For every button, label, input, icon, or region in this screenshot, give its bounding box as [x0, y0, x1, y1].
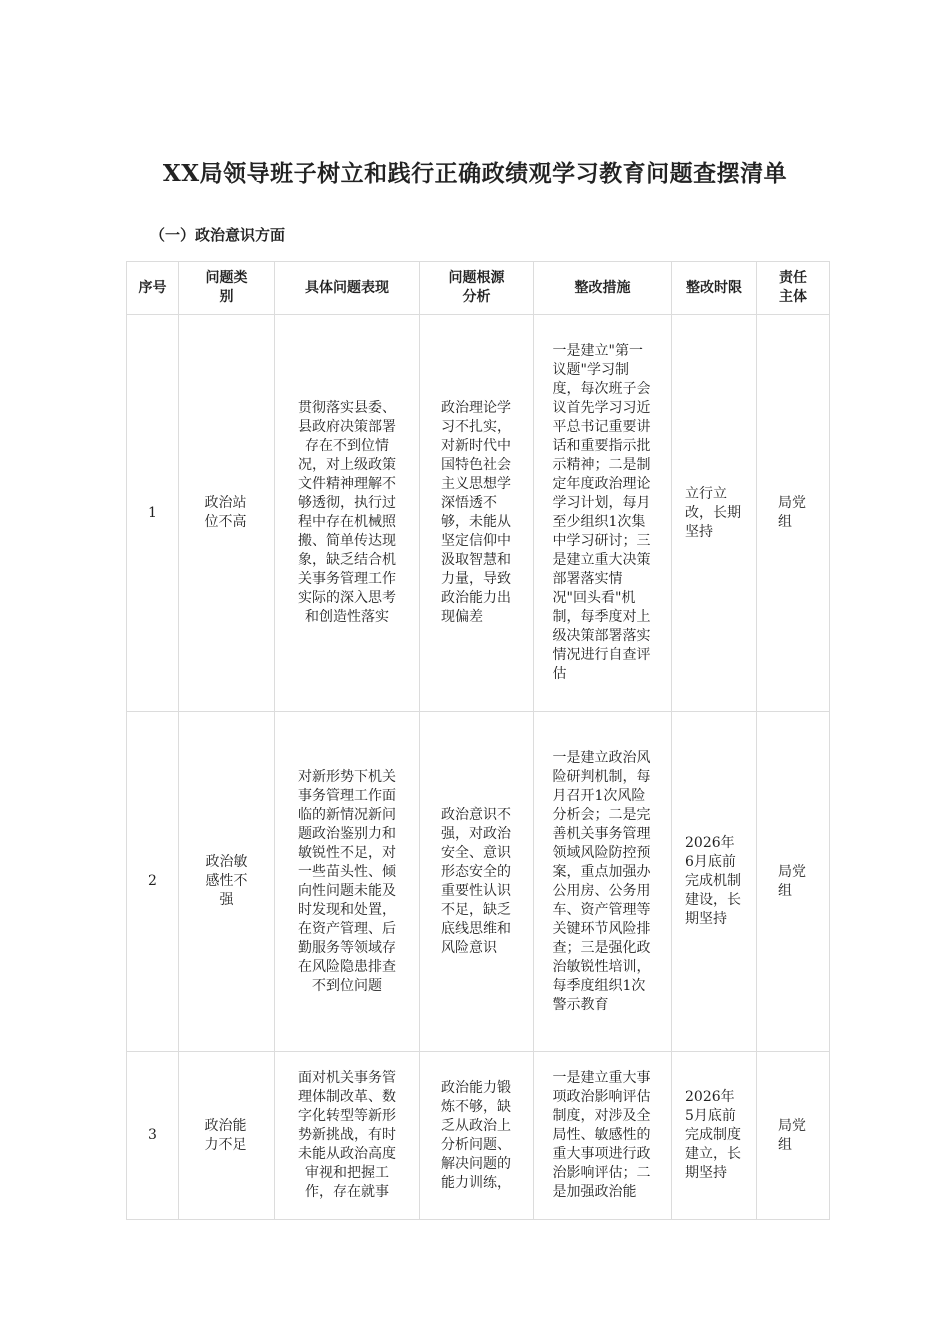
- header-category: 问题类别: [179, 262, 275, 315]
- header-problem: 具体问题表现: [275, 262, 420, 315]
- table-row: [127, 315, 830, 712]
- cell-owner: 局党组: [778, 863, 806, 899]
- table-header-row: [127, 262, 830, 315]
- header-owner: 责任主体: [757, 262, 830, 315]
- cell-cause: 政治理论学习不扎实，对新时代中国特色社会主义思想学深悟透不够，未能从坚定信仰中汲取智慧和力量，导致政治能力出现偏差: [441, 400, 511, 625]
- cell-owner: 局党组: [778, 495, 806, 530]
- section-heading: （一）政治意识方面: [150, 226, 286, 244]
- cell-problem: 贯彻落实县委、县政府决策部署存在不到位情况，对上级政策文件精神理解不够透彻，执行过程中存在机械照搬、简单传达现象，缺乏结合机关事务管理工作实际的深入思考和创造性落实: [298, 400, 396, 625]
- header-no: 序号: [127, 262, 179, 315]
- cell-no: 2: [127, 712, 179, 1052]
- cell-measures: 一是建立政治风险研判机制，每月召开1次风险分析会；二是完善机关事务管理领域风险防控预案，重点加强办公用房、公务用车、资产管理等关键环节风险排查；三是强化政治敏锐性培训，每季度组织1次警示教育: [552, 749, 651, 1013]
- cell-no: 1: [127, 315, 179, 712]
- document-title: XX局领导班子树立和践行正确政绩观学习教育问题查摆清单: [162, 160, 788, 187]
- cell-category: 政治能力不足: [204, 1117, 247, 1153]
- cell-owner: 局党组: [778, 1117, 806, 1153]
- cell-problem: 对新形势下机关事务管理工作面临的新情况新问题政治鉴别力和敏锐性不足，对一些苗头性、倾向性问题未能及时发现和处置，在资产管理、后勤服务等领域存在风险隐患排查不到位问题: [298, 768, 396, 994]
- cell-no: 3: [127, 1052, 179, 1220]
- cell-category: 政治站位不高: [204, 495, 247, 530]
- issue-table: [126, 261, 830, 1220]
- cell-cause: 政治意识不强，对政治安全、意识形态安全的重要性认识不足，缺乏底线思维和风险意识: [441, 806, 511, 956]
- cell-cause: 政治能力锻炼不够，缺乏从政治上分析问题、解决问题的能力训练，: [441, 1079, 511, 1191]
- header-deadline: 整改时限: [672, 262, 757, 315]
- cell-measures: 一是建立"第一议题"学习制度，每次班子会议首先学习习近平总书记重要讲话和重要指示批示精神；二是制定年度政治理论学习计划，每月至少组织1次集中学习研讨；三是建立重大决策部署落实情况"回头看"机制，每季度对上级决策部署落实情况进行自查评估: [552, 343, 651, 682]
- table-row: [127, 1052, 830, 1220]
- cell-problem: 面对机关事务管理体制改革、数字化转型等新形势新挑战，有时未能从政治高度审视和把握工作，存在就事: [298, 1070, 396, 1200]
- cell-deadline: 2026年5月底前完成制度建立，长期坚持: [685, 1089, 741, 1181]
- cell-deadline: 立行立改，长期坚持: [685, 485, 741, 540]
- cell-deadline: 2026年6月底前完成机制建设，长期坚持: [685, 835, 741, 927]
- header-cause: 问题根源分析: [420, 262, 534, 315]
- cell-measures: 一是建立重大事项政治影响评估制度，对涉及全局性、敏感性的重大事项进行政治影响评估；二是加强政治能: [552, 1070, 651, 1200]
- header-measures: 整改措施: [534, 262, 672, 315]
- table-row: [127, 712, 830, 1052]
- cell-category: 政治敏感性不强: [205, 854, 248, 908]
